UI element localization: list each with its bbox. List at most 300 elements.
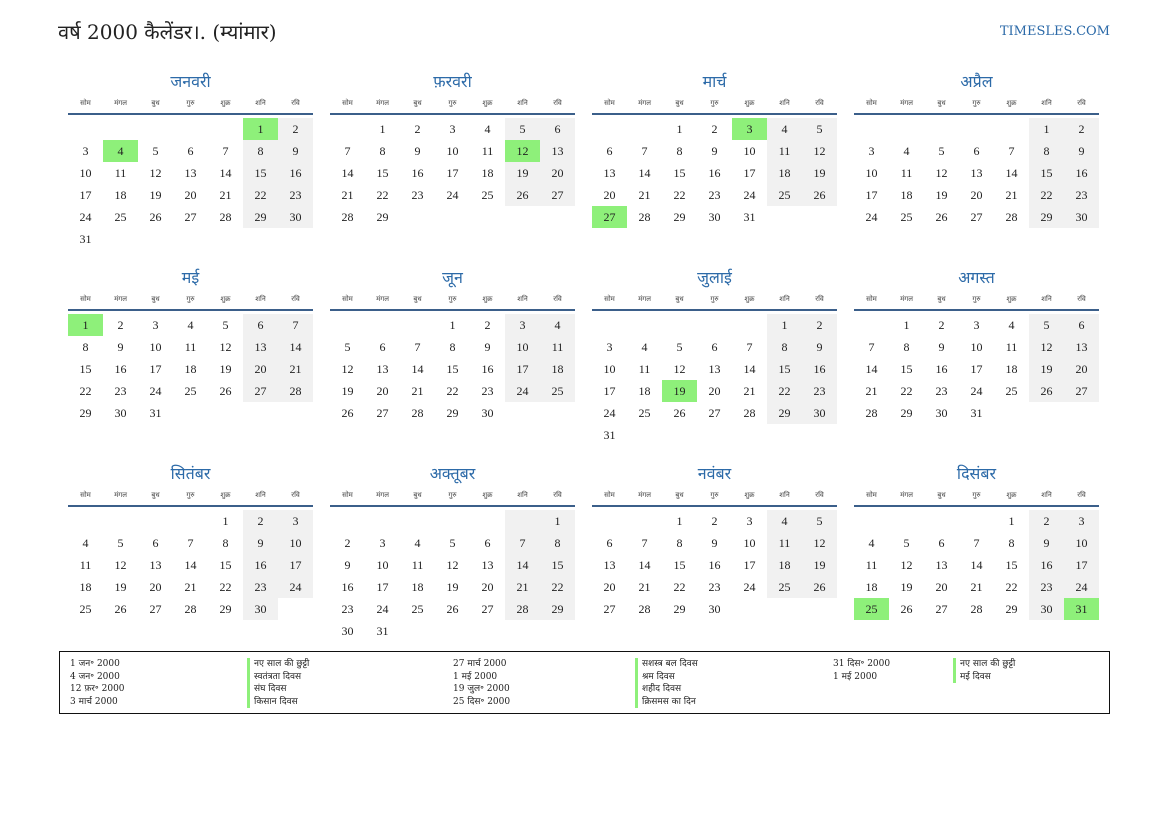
day-cell[interactable]: 19: [1029, 358, 1064, 380]
day-cell[interactable]: 2: [1029, 510, 1064, 532]
day-cell[interactable]: 4: [641, 339, 648, 354]
day-cell[interactable]: 1: [222, 513, 229, 528]
day-cell[interactable]: 17: [278, 554, 313, 576]
day-cell[interactable]: 26: [114, 601, 127, 616]
day-cell[interactable]: 3: [449, 121, 456, 136]
day-cell[interactable]: 12: [935, 165, 948, 180]
day-cell[interactable]: 19: [341, 383, 354, 398]
day-cell[interactable]: 22: [1029, 184, 1064, 206]
day-cell[interactable]: 5: [903, 535, 910, 550]
day-cell[interactable]: 23: [802, 380, 837, 402]
day-cell[interactable]: 13: [708, 361, 721, 376]
day-cell[interactable]: 14: [743, 361, 756, 376]
day-cell[interactable]: 2: [278, 118, 313, 140]
day-cell[interactable]: 26: [341, 405, 354, 420]
day-cell[interactable]: 11: [1005, 339, 1018, 354]
day-cell[interactable]: 23: [341, 601, 354, 616]
day-cell[interactable]: 6: [243, 314, 278, 336]
day-cell[interactable]: 14: [184, 557, 197, 572]
day-cell[interactable]: 28: [638, 209, 651, 224]
day-cell[interactable]: 14: [278, 336, 313, 358]
day-cell[interactable]: 31: [376, 623, 389, 638]
day-cell[interactable]: 19: [446, 579, 459, 594]
day-cell[interactable]: 5: [1029, 314, 1064, 336]
day-cell[interactable]: 5: [676, 339, 683, 354]
day-cell[interactable]: 18: [114, 187, 127, 202]
day-cell[interactable]: 23: [708, 579, 721, 594]
day-cell[interactable]: 9: [344, 557, 351, 572]
day-cell[interactable]: 5: [802, 118, 837, 140]
day-cell[interactable]: 26: [935, 209, 948, 224]
day-cell[interactable]: 20: [184, 187, 197, 202]
day-cell[interactable]: 23: [708, 187, 721, 202]
day-cell[interactable]: 22: [673, 187, 686, 202]
day-cell[interactable]: 12: [673, 361, 686, 376]
day-cell[interactable]: 20: [376, 383, 389, 398]
day-cell[interactable]: 3: [82, 143, 89, 158]
day-cell[interactable]: 15: [673, 557, 686, 572]
day-cell[interactable]: 21: [865, 383, 878, 398]
day-cell[interactable]: 9: [802, 336, 837, 358]
day-cell[interactable]: 14: [638, 557, 651, 572]
day-cell[interactable]: 31: [1064, 598, 1099, 620]
day-cell[interactable]: 22: [446, 383, 459, 398]
day-cell[interactable]: 27: [1064, 380, 1099, 402]
day-cell[interactable]: 19: [900, 579, 913, 594]
day-cell[interactable]: 24: [743, 187, 756, 202]
day-cell[interactable]: 8: [903, 339, 910, 354]
day-cell[interactable]: 27: [243, 380, 278, 402]
day-cell[interactable]: 6: [152, 535, 159, 550]
day-cell[interactable]: 20: [481, 579, 494, 594]
day-cell[interactable]: 24: [79, 209, 92, 224]
day-cell[interactable]: 9: [278, 140, 313, 162]
day-cell[interactable]: 2: [711, 121, 718, 136]
day-cell[interactable]: 16: [708, 557, 721, 572]
day-cell[interactable]: 20: [603, 579, 616, 594]
day-cell[interactable]: 7: [868, 339, 875, 354]
day-cell[interactable]: 18: [481, 165, 494, 180]
day-cell[interactable]: 31: [79, 231, 92, 246]
day-cell[interactable]: 13: [970, 165, 983, 180]
day-cell[interactable]: 14: [219, 165, 232, 180]
day-cell[interactable]: 3: [868, 143, 875, 158]
day-cell[interactable]: 20: [149, 579, 162, 594]
day-cell[interactable]: 17: [376, 579, 389, 594]
day-cell[interactable]: 17: [149, 361, 162, 376]
day-cell[interactable]: 20: [540, 162, 575, 184]
day-cell[interactable]: 16: [411, 165, 424, 180]
day-cell[interactable]: 10: [446, 143, 459, 158]
day-cell[interactable]: 31: [149, 405, 162, 420]
day-cell[interactable]: 13: [149, 557, 162, 572]
day-cell[interactable]: 21: [743, 383, 756, 398]
day-cell[interactable]: 14: [341, 165, 354, 180]
day-cell[interactable]: 7: [973, 535, 980, 550]
day-cell[interactable]: 8: [449, 339, 456, 354]
day-cell[interactable]: 10: [149, 339, 162, 354]
day-cell[interactable]: 17: [446, 165, 459, 180]
day-cell[interactable]: 13: [1064, 336, 1099, 358]
day-cell[interactable]: 31: [743, 209, 756, 224]
day-cell[interactable]: 4: [1008, 317, 1015, 332]
day-cell[interactable]: 4: [868, 535, 875, 550]
day-cell[interactable]: 15: [1005, 557, 1018, 572]
day-cell[interactable]: 23: [1029, 576, 1064, 598]
day-cell[interactable]: 13: [540, 140, 575, 162]
day-cell[interactable]: 4: [767, 118, 802, 140]
day-cell[interactable]: 2: [1064, 118, 1099, 140]
day-cell[interactable]: 21: [341, 187, 354, 202]
day-cell[interactable]: 27: [708, 405, 721, 420]
day-cell[interactable]: 6: [711, 339, 718, 354]
day-cell[interactable]: 15: [243, 162, 278, 184]
day-cell[interactable]: 2: [243, 510, 278, 532]
day-cell[interactable]: 29: [376, 209, 389, 224]
day-cell[interactable]: 14: [1005, 165, 1018, 180]
day-cell[interactable]: 27: [592, 206, 627, 228]
day-cell[interactable]: 29: [79, 405, 92, 420]
day-cell[interactable]: 21: [505, 576, 540, 598]
day-cell[interactable]: 1: [540, 510, 575, 532]
day-cell[interactable]: 2: [711, 513, 718, 528]
day-cell[interactable]: 21: [411, 383, 424, 398]
day-cell[interactable]: 20: [935, 579, 948, 594]
day-cell[interactable]: 25: [1005, 383, 1018, 398]
day-cell[interactable]: 18: [411, 579, 424, 594]
day-cell[interactable]: 25: [854, 598, 889, 620]
day-cell[interactable]: 24: [376, 601, 389, 616]
day-cell[interactable]: 22: [673, 579, 686, 594]
day-cell[interactable]: 17: [865, 187, 878, 202]
day-cell[interactable]: 3: [1064, 510, 1099, 532]
day-cell[interactable]: 20: [1064, 358, 1099, 380]
day-cell[interactable]: 11: [79, 557, 92, 572]
day-cell[interactable]: 15: [900, 361, 913, 376]
day-cell[interactable]: 15: [79, 361, 92, 376]
day-cell[interactable]: 25: [114, 209, 127, 224]
day-cell[interactable]: 18: [638, 383, 651, 398]
day-cell[interactable]: 11: [900, 165, 913, 180]
day-cell[interactable]: 2: [117, 317, 124, 332]
day-cell[interactable]: 3: [746, 513, 753, 528]
day-cell[interactable]: 7: [1008, 143, 1015, 158]
day-cell[interactable]: 13: [243, 336, 278, 358]
day-cell[interactable]: 8: [82, 339, 89, 354]
day-cell[interactable]: 13: [481, 557, 494, 572]
day-cell[interactable]: 30: [481, 405, 494, 420]
day-cell[interactable]: 28: [219, 209, 232, 224]
day-cell[interactable]: 22: [1005, 579, 1018, 594]
day-cell[interactable]: 15: [446, 361, 459, 376]
day-cell[interactable]: 21: [638, 579, 651, 594]
day-cell[interactable]: 10: [79, 165, 92, 180]
day-cell[interactable]: 25: [767, 576, 802, 598]
day-cell[interactable]: 24: [149, 383, 162, 398]
day-cell[interactable]: 9: [243, 532, 278, 554]
day-cell[interactable]: 29: [673, 601, 686, 616]
day-cell[interactable]: 9: [1064, 140, 1099, 162]
day-cell[interactable]: 10: [743, 143, 756, 158]
day-cell[interactable]: 10: [603, 361, 616, 376]
day-cell[interactable]: 20: [603, 187, 616, 202]
day-cell[interactable]: 8: [1008, 535, 1015, 550]
day-cell[interactable]: 11: [767, 140, 802, 162]
day-cell[interactable]: 18: [767, 554, 802, 576]
day-cell[interactable]: 12: [1029, 336, 1064, 358]
day-cell[interactable]: 17: [970, 361, 983, 376]
day-cell[interactable]: 28: [1005, 209, 1018, 224]
day-cell[interactable]: 9: [414, 143, 421, 158]
day-cell[interactable]: 16: [802, 358, 837, 380]
day-cell[interactable]: 5: [222, 317, 229, 332]
day-cell[interactable]: 30: [1029, 598, 1064, 620]
day-cell[interactable]: 4: [103, 140, 138, 162]
day-cell[interactable]: 25: [638, 405, 651, 420]
day-cell[interactable]: 30: [1064, 206, 1099, 228]
day-cell[interactable]: 16: [243, 554, 278, 576]
day-cell[interactable]: 25: [411, 601, 424, 616]
day-cell[interactable]: 12: [341, 361, 354, 376]
day-cell[interactable]: 26: [505, 184, 540, 206]
day-cell[interactable]: 16: [1064, 162, 1099, 184]
day-cell[interactable]: 18: [1005, 361, 1018, 376]
day-cell[interactable]: 23: [1064, 184, 1099, 206]
day-cell[interactable]: 30: [341, 623, 354, 638]
day-cell[interactable]: 29: [243, 206, 278, 228]
day-cell[interactable]: 11: [184, 339, 197, 354]
day-cell[interactable]: 3: [278, 510, 313, 532]
day-cell[interactable]: 12: [219, 339, 232, 354]
day-cell[interactable]: 28: [341, 209, 354, 224]
day-cell[interactable]: 4: [82, 535, 89, 550]
day-cell[interactable]: 4: [187, 317, 194, 332]
day-cell[interactable]: 27: [970, 209, 983, 224]
day-cell[interactable]: 19: [802, 554, 837, 576]
day-cell[interactable]: 11: [767, 532, 802, 554]
day-cell[interactable]: 12: [802, 532, 837, 554]
day-cell[interactable]: 25: [79, 601, 92, 616]
day-cell[interactable]: 11: [411, 557, 424, 572]
day-cell[interactable]: 18: [79, 579, 92, 594]
day-cell[interactable]: 1: [68, 314, 103, 336]
day-cell[interactable]: 25: [900, 209, 913, 224]
day-cell[interactable]: 6: [379, 339, 386, 354]
day-cell[interactable]: 7: [641, 535, 648, 550]
day-cell[interactable]: 4: [903, 143, 910, 158]
day-cell[interactable]: 19: [219, 361, 232, 376]
day-cell[interactable]: 25: [767, 184, 802, 206]
day-cell[interactable]: 11: [865, 557, 878, 572]
day-cell[interactable]: 27: [603, 601, 616, 616]
day-cell[interactable]: 5: [344, 339, 351, 354]
day-cell[interactable]: 18: [767, 162, 802, 184]
day-cell[interactable]: 4: [484, 121, 491, 136]
day-cell[interactable]: 27: [376, 405, 389, 420]
day-cell[interactable]: 13: [603, 557, 616, 572]
day-cell[interactable]: 19: [802, 162, 837, 184]
day-cell[interactable]: 5: [449, 535, 456, 550]
day-cell[interactable]: 9: [484, 339, 491, 354]
day-cell[interactable]: 27: [149, 601, 162, 616]
day-cell[interactable]: 5: [152, 143, 159, 158]
day-cell[interactable]: 15: [376, 165, 389, 180]
day-cell[interactable]: 14: [865, 361, 878, 376]
day-cell[interactable]: 22: [900, 383, 913, 398]
day-cell[interactable]: 19: [505, 162, 540, 184]
day-cell[interactable]: 10: [278, 532, 313, 554]
day-cell[interactable]: 2: [938, 317, 945, 332]
day-cell[interactable]: 23: [935, 383, 948, 398]
day-cell[interactable]: 29: [673, 209, 686, 224]
day-cell[interactable]: 21: [1005, 187, 1018, 202]
day-cell[interactable]: 3: [973, 317, 980, 332]
day-cell[interactable]: 25: [481, 187, 494, 202]
day-cell[interactable]: 8: [222, 535, 229, 550]
day-cell[interactable]: 16: [1029, 554, 1064, 576]
day-cell[interactable]: 29: [446, 405, 459, 420]
day-cell[interactable]: 10: [376, 557, 389, 572]
day-cell[interactable]: 27: [935, 601, 948, 616]
day-cell[interactable]: 30: [802, 402, 837, 424]
day-cell[interactable]: 6: [606, 535, 613, 550]
day-cell[interactable]: 6: [484, 535, 491, 550]
day-cell[interactable]: 31: [970, 405, 983, 420]
day-cell[interactable]: 1: [1029, 118, 1064, 140]
day-cell[interactable]: 28: [865, 405, 878, 420]
day-cell[interactable]: 28: [638, 601, 651, 616]
day-cell[interactable]: 5: [117, 535, 124, 550]
day-cell[interactable]: 24: [603, 405, 616, 420]
day-cell[interactable]: 1: [767, 314, 802, 336]
day-cell[interactable]: 12: [114, 557, 127, 572]
day-cell[interactable]: 24: [278, 576, 313, 598]
day-cell[interactable]: 23: [411, 187, 424, 202]
day-cell[interactable]: 6: [973, 143, 980, 158]
day-cell[interactable]: 7: [222, 143, 229, 158]
day-cell[interactable]: 23: [243, 576, 278, 598]
day-cell[interactable]: 8: [676, 535, 683, 550]
day-cell[interactable]: 25: [184, 383, 197, 398]
day-cell[interactable]: 29: [900, 405, 913, 420]
day-cell[interactable]: 23: [481, 383, 494, 398]
day-cell[interactable]: 18: [865, 579, 878, 594]
day-cell[interactable]: 1: [243, 118, 278, 140]
day-cell[interactable]: 15: [219, 557, 232, 572]
day-cell[interactable]: 17: [1064, 554, 1099, 576]
day-cell[interactable]: 18: [540, 358, 575, 380]
day-cell[interactable]: 7: [278, 314, 313, 336]
day-cell[interactable]: 4: [540, 314, 575, 336]
day-cell[interactable]: 4: [767, 510, 802, 532]
day-cell[interactable]: 22: [376, 187, 389, 202]
day-cell[interactable]: 16: [708, 165, 721, 180]
day-cell[interactable]: 9: [711, 143, 718, 158]
day-cell[interactable]: 27: [481, 601, 494, 616]
day-cell[interactable]: 22: [540, 576, 575, 598]
day-cell[interactable]: 14: [411, 361, 424, 376]
day-cell[interactable]: 6: [606, 143, 613, 158]
day-cell[interactable]: 9: [711, 535, 718, 550]
day-cell[interactable]: 11: [638, 361, 651, 376]
day-cell[interactable]: 19: [935, 187, 948, 202]
day-cell[interactable]: 6: [540, 118, 575, 140]
day-cell[interactable]: 12: [505, 140, 540, 162]
day-cell[interactable]: 24: [743, 579, 756, 594]
site-link[interactable]: TIMESLES.COM: [999, 24, 1110, 39]
day-cell[interactable]: 24: [970, 383, 983, 398]
day-cell[interactable]: 20: [708, 383, 721, 398]
day-cell[interactable]: 1: [1008, 513, 1015, 528]
day-cell[interactable]: 9: [117, 339, 124, 354]
day-cell[interactable]: 24: [865, 209, 878, 224]
day-cell[interactable]: 21: [278, 358, 313, 380]
day-cell[interactable]: 15: [767, 358, 802, 380]
day-cell[interactable]: 17: [743, 557, 756, 572]
day-cell[interactable]: 15: [673, 165, 686, 180]
day-cell[interactable]: 7: [344, 143, 351, 158]
day-cell[interactable]: 26: [1029, 380, 1064, 402]
day-cell[interactable]: 30: [708, 601, 721, 616]
day-cell[interactable]: 12: [446, 557, 459, 572]
day-cell[interactable]: 8: [676, 143, 683, 158]
day-cell[interactable]: 26: [802, 184, 837, 206]
day-cell[interactable]: 8: [767, 336, 802, 358]
day-cell[interactable]: 22: [243, 184, 278, 206]
day-cell[interactable]: 16: [935, 361, 948, 376]
day-cell[interactable]: 4: [414, 535, 421, 550]
day-cell[interactable]: 29: [219, 601, 232, 616]
day-cell[interactable]: 16: [114, 361, 127, 376]
day-cell[interactable]: 3: [152, 317, 159, 332]
day-cell[interactable]: 21: [638, 187, 651, 202]
day-cell[interactable]: 19: [149, 187, 162, 202]
day-cell[interactable]: 20: [243, 358, 278, 380]
day-cell[interactable]: 5: [505, 118, 540, 140]
day-cell[interactable]: 23: [278, 184, 313, 206]
day-cell[interactable]: 7: [746, 339, 753, 354]
day-cell[interactable]: 29: [767, 402, 802, 424]
day-cell[interactable]: 27: [184, 209, 197, 224]
day-cell[interactable]: 11: [540, 336, 575, 358]
day-cell[interactable]: 29: [1005, 601, 1018, 616]
day-cell[interactable]: 7: [414, 339, 421, 354]
day-cell[interactable]: 30: [243, 598, 278, 620]
day-cell[interactable]: 31: [603, 427, 616, 442]
day-cell[interactable]: 11: [114, 165, 127, 180]
day-cell[interactable]: 25: [540, 380, 575, 402]
day-cell[interactable]: 26: [900, 601, 913, 616]
day-cell[interactable]: 26: [802, 576, 837, 598]
day-cell[interactable]: 10: [865, 165, 878, 180]
day-cell[interactable]: 17: [79, 187, 92, 202]
day-cell[interactable]: 13: [935, 557, 948, 572]
day-cell[interactable]: 17: [603, 383, 616, 398]
day-cell[interactable]: 28: [184, 601, 197, 616]
day-cell[interactable]: 24: [1064, 576, 1099, 598]
day-cell[interactable]: 29: [1029, 206, 1064, 228]
day-cell[interactable]: 8: [243, 140, 278, 162]
day-cell[interactable]: 2: [484, 317, 491, 332]
day-cell[interactable]: 1: [449, 317, 456, 332]
day-cell[interactable]: 5: [938, 143, 945, 158]
day-cell[interactable]: 28: [278, 380, 313, 402]
day-cell[interactable]: 20: [970, 187, 983, 202]
day-cell[interactable]: 2: [344, 535, 351, 550]
day-cell[interactable]: 22: [219, 579, 232, 594]
day-cell[interactable]: 27: [540, 184, 575, 206]
day-cell[interactable]: 5: [802, 510, 837, 532]
